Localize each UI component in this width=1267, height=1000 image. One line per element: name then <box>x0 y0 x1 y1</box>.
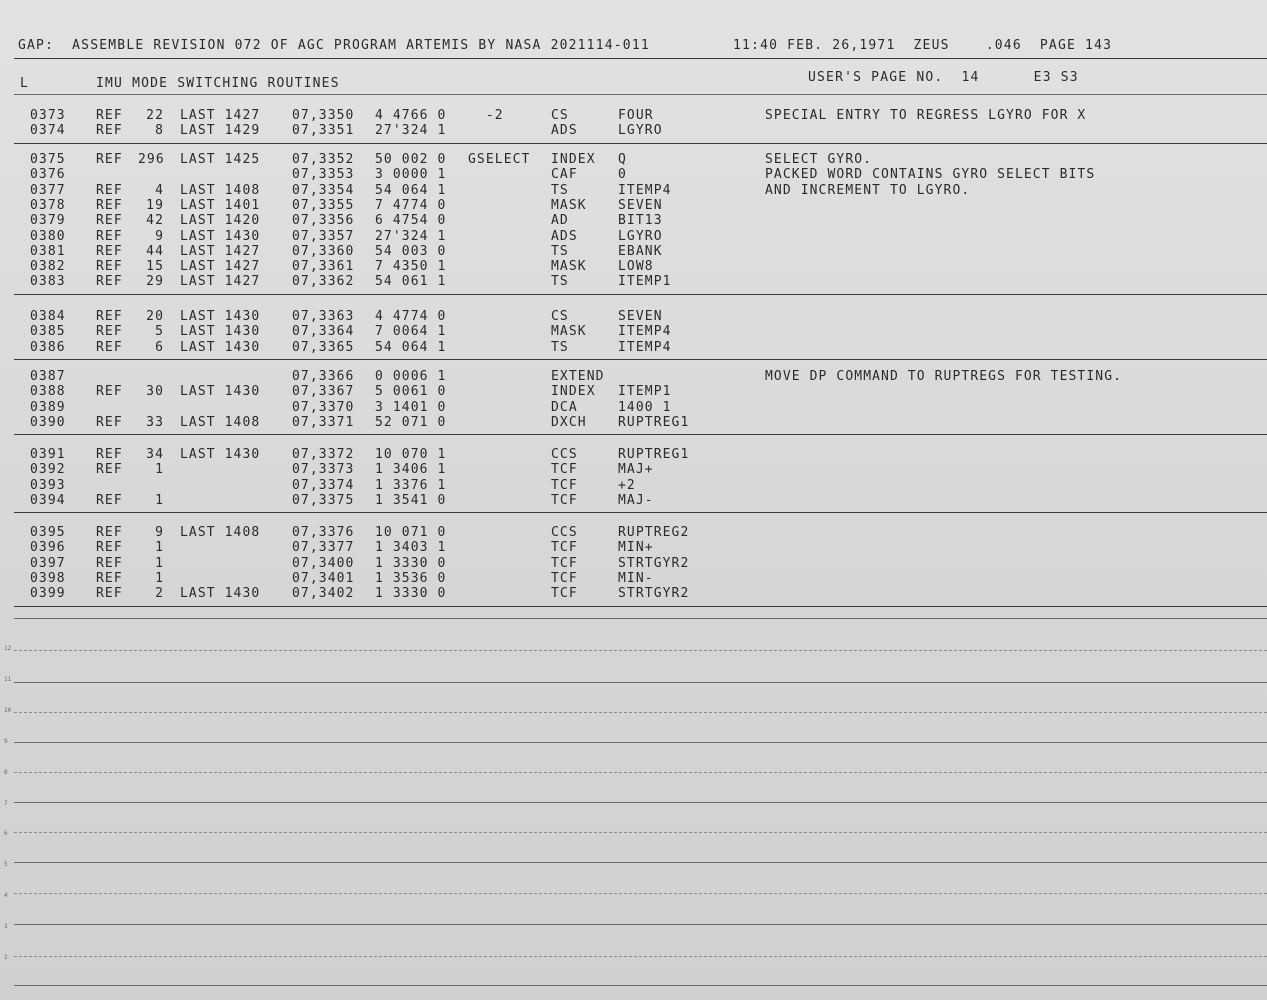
address: 07,3351 <box>292 123 355 139</box>
opcode: CAF <box>551 167 578 183</box>
form-line <box>14 924 1267 925</box>
ref-keyword: REF <box>96 339 123 355</box>
ref-keyword: REF <box>96 152 123 167</box>
ref-count: 22 <box>146 108 164 123</box>
line-number: 0384 <box>30 309 66 324</box>
listing-row <box>0 478 1267 493</box>
line-number: 0375 <box>30 152 66 167</box>
listing-row <box>0 259 1267 274</box>
octal-code: 1 3403 1 <box>375 540 447 556</box>
operand: MAJ- <box>618 492 654 508</box>
listing-row <box>0 540 1267 555</box>
ref-count: 30 <box>146 384 164 400</box>
line-number: 0376 <box>30 167 66 183</box>
operand: LOW8 <box>618 259 654 275</box>
operand: 0 <box>618 167 627 183</box>
ref-keyword: REF <box>96 462 123 478</box>
opcode: CS <box>551 309 569 324</box>
line-number: 0389 <box>30 399 66 415</box>
last-ref: LAST 1408 <box>180 182 261 198</box>
operand: FOUR <box>618 108 654 123</box>
ref-keyword: REF <box>96 243 123 259</box>
opcode: DCA <box>551 399 578 415</box>
margin-mark: 8 <box>4 769 8 776</box>
ref-keyword: REF <box>96 570 123 586</box>
ref-count: 2 <box>155 586 164 602</box>
form-line <box>14 772 1267 773</box>
margin-mark: 3 <box>4 923 8 930</box>
line-number: 0392 <box>30 462 66 478</box>
octal-code: 1 3406 1 <box>375 462 447 478</box>
margin-mark: 12 <box>4 645 12 652</box>
assembly-timestamp: 11:40 FEB. 26,1971 ZEUS .046 PAGE 143 <box>733 38 1113 53</box>
opcode: AD <box>551 213 569 229</box>
opcode: TCF <box>551 477 578 493</box>
opcode: TS <box>551 182 569 198</box>
listing-row <box>0 198 1267 213</box>
opcode: TCF <box>551 492 578 508</box>
address: 07,3364 <box>292 324 355 340</box>
line-number: 0388 <box>30 384 66 400</box>
opcode: TCF <box>551 462 578 478</box>
last-ref: LAST 1401 <box>180 197 261 213</box>
line-number: 0398 <box>30 570 66 586</box>
address: 07,3400 <box>292 555 355 571</box>
address: 07,3373 <box>292 462 355 478</box>
listing-row <box>0 493 1267 508</box>
address: 07,3361 <box>292 259 355 275</box>
operand: ITEMP1 <box>618 384 672 400</box>
ref-keyword: REF <box>96 555 123 571</box>
listing-row <box>0 244 1267 259</box>
octal-code: 54 064 1 <box>375 182 447 198</box>
ref-keyword: REF <box>96 525 123 540</box>
ref-keyword: REF <box>96 492 123 508</box>
ref-keyword: REF <box>96 182 123 198</box>
address: 07,3355 <box>292 197 355 213</box>
address: 07,3356 <box>292 213 355 229</box>
comment: PACKED WORD CONTAINS GYRO SELECT BITS <box>765 167 1096 183</box>
form-line <box>14 742 1267 743</box>
ref-count: 6 <box>155 339 164 355</box>
ref-count: 15 <box>146 259 164 275</box>
listing-row <box>0 462 1267 477</box>
operand: +2 <box>618 477 636 493</box>
address: 07,3374 <box>292 477 355 493</box>
octal-code: 54 003 0 <box>375 243 447 259</box>
line-number: 0386 <box>30 339 66 355</box>
line-number: 0395 <box>30 525 66 540</box>
line-number: 0385 <box>30 324 66 340</box>
listing-row <box>0 556 1267 571</box>
operand: RUPTREG1 <box>618 414 690 430</box>
operand: ITEMP4 <box>618 182 672 198</box>
ref-keyword: REF <box>96 309 123 324</box>
octal-code: 4 4766 0 <box>375 108 447 123</box>
ref-count: 5 <box>155 324 164 340</box>
line-number: 0391 <box>30 447 66 462</box>
margin-mark: 4 <box>4 892 8 899</box>
operand: STRTGYR2 <box>618 586 690 602</box>
label: -2 <box>468 108 504 123</box>
listing-row <box>0 167 1267 182</box>
operand: LGYRO <box>618 228 663 244</box>
address: 07,3354 <box>292 182 355 198</box>
form-line <box>14 802 1267 803</box>
opcode: CCS <box>551 447 578 462</box>
form-line <box>14 893 1267 894</box>
assembly-header: GAP: ASSEMBLE REVISION 072 OF AGC PROGRAM ARTEMIS BY NASA 2021114-011 <box>18 38 650 53</box>
group-separator <box>14 359 1267 360</box>
ref-count: 42 <box>146 213 164 229</box>
octal-code: 27'324 1 <box>375 123 447 139</box>
ref-count: 1 <box>155 462 164 478</box>
opcode: CCS <box>551 525 578 540</box>
operand: EBANK <box>618 243 663 259</box>
opcode: CS <box>551 108 569 123</box>
octal-code: 3 1401 0 <box>375 399 447 415</box>
octal-code: 1 3330 0 <box>375 586 447 602</box>
operand: ITEMP4 <box>618 324 672 340</box>
listing-row <box>0 415 1267 430</box>
line-number: 0394 <box>30 492 66 508</box>
subheader-rule <box>14 94 1267 95</box>
line-number: 0393 <box>30 477 66 493</box>
octal-code: 4 4774 0 <box>375 309 447 324</box>
group-separator <box>14 606 1267 607</box>
operand: MIN- <box>618 570 654 586</box>
octal-code: 7 4350 1 <box>375 259 447 275</box>
ref-keyword: REF <box>96 228 123 244</box>
margin-mark: 7 <box>4 800 8 807</box>
listing-row <box>0 369 1267 384</box>
line-number: 0396 <box>30 540 66 556</box>
address: 07,3353 <box>292 167 355 183</box>
operand: ITEMP4 <box>618 339 672 355</box>
last-ref: LAST 1430 <box>180 228 261 244</box>
address: 07,3401 <box>292 570 355 586</box>
ref-count: 4 <box>155 182 164 198</box>
last-ref: LAST 1427 <box>180 274 261 290</box>
opcode: MASK <box>551 324 587 340</box>
line-number: 0379 <box>30 213 66 229</box>
octal-code: 1 3330 0 <box>375 555 447 571</box>
line-number: 0387 <box>30 369 66 384</box>
opcode: MASK <box>551 259 587 275</box>
listing-row <box>0 213 1267 228</box>
operand: MIN+ <box>618 540 654 556</box>
ref-keyword: REF <box>96 274 123 290</box>
line-number: 0373 <box>30 108 66 123</box>
line-number: 0378 <box>30 197 66 213</box>
form-line <box>14 956 1267 957</box>
address: 07,3402 <box>292 586 355 602</box>
form-line <box>14 712 1267 713</box>
opcode: TS <box>551 274 569 290</box>
form-line <box>14 618 1267 619</box>
listing-row <box>0 340 1267 355</box>
ref-count: 33 <box>146 414 164 430</box>
last-ref: LAST 1408 <box>180 414 261 430</box>
operand: RUPTREG2 <box>618 525 690 540</box>
section-title: IMU MODE SWITCHING ROUTINES <box>96 76 340 91</box>
line-number: 0380 <box>30 228 66 244</box>
comment: MOVE DP COMMAND TO RUPTREGS FOR TESTING. <box>765 369 1123 384</box>
last-ref: LAST 1425 <box>180 152 261 167</box>
ref-count: 1 <box>155 540 164 556</box>
address: 07,3357 <box>292 228 355 244</box>
ref-keyword: REF <box>96 414 123 430</box>
label: GSELECT <box>468 152 531 167</box>
address: 07,3377 <box>292 540 355 556</box>
listing-row <box>0 571 1267 586</box>
margin-mark: 5 <box>4 861 8 868</box>
margin-mark: 2 <box>4 954 8 961</box>
address: 07,3363 <box>292 309 355 324</box>
ref-count: 8 <box>155 123 164 139</box>
group-separator <box>14 143 1267 144</box>
address: 07,3360 <box>292 243 355 259</box>
address: 07,3365 <box>292 339 355 355</box>
listing-row <box>0 586 1267 601</box>
opcode: ADS <box>551 228 578 244</box>
address: 07,3350 <box>292 108 355 123</box>
comment: SELECT GYRO. <box>765 152 873 167</box>
address: 07,3370 <box>292 399 355 415</box>
octal-code: 54 064 1 <box>375 339 447 355</box>
ref-keyword: REF <box>96 324 123 340</box>
margin-mark: 9 <box>4 738 8 745</box>
margin-mark: 10 <box>4 707 12 714</box>
margin-mark: 11 <box>4 676 12 683</box>
last-ref: LAST 1430 <box>180 309 261 324</box>
listing-row <box>0 274 1267 289</box>
ref-count: 34 <box>146 447 164 462</box>
group-separator <box>14 294 1267 295</box>
operand: Q <box>618 152 627 167</box>
ref-keyword: REF <box>96 259 123 275</box>
listing-row <box>0 123 1267 138</box>
opcode: TS <box>551 243 569 259</box>
opcode: TCF <box>551 586 578 602</box>
last-ref: LAST 1430 <box>180 324 261 340</box>
ref-count: 9 <box>155 228 164 244</box>
ref-keyword: REF <box>96 123 123 139</box>
address: 07,3362 <box>292 274 355 290</box>
listing-row <box>0 229 1267 244</box>
opcode: DXCH <box>551 414 587 430</box>
ref-count: 1 <box>155 555 164 571</box>
margin-mark: 6 <box>4 830 8 837</box>
line-number: 0382 <box>30 259 66 275</box>
operand: LGYRO <box>618 123 663 139</box>
opcode: INDEX <box>551 384 596 400</box>
ref-count: 20 <box>146 309 164 324</box>
ref-count: 29 <box>146 274 164 290</box>
listing-row <box>0 384 1267 399</box>
last-ref: LAST 1420 <box>180 213 261 229</box>
ref-keyword: REF <box>96 586 123 602</box>
ref-keyword: REF <box>96 540 123 556</box>
header-rule <box>14 58 1267 59</box>
address: 07,3366 <box>292 369 355 384</box>
ref-count: 1 <box>155 570 164 586</box>
octal-code: 0 0006 1 <box>375 369 447 384</box>
ref-keyword: REF <box>96 447 123 462</box>
octal-code: 6 4754 0 <box>375 213 447 229</box>
operand: 1400 1 <box>618 399 672 415</box>
line-number: 0374 <box>30 123 66 139</box>
octal-code: 54 061 1 <box>375 274 447 290</box>
last-ref: LAST 1430 <box>180 586 261 602</box>
user-page-number: USER'S PAGE NO. 14 E3 S3 <box>808 70 1079 85</box>
line-number: 0381 <box>30 243 66 259</box>
line-number: 0377 <box>30 182 66 198</box>
address: 07,3376 <box>292 525 355 540</box>
ref-keyword: REF <box>96 108 123 123</box>
last-ref: LAST 1427 <box>180 108 261 123</box>
operand: SEVEN <box>618 309 663 324</box>
opcode: TCF <box>551 570 578 586</box>
last-ref: LAST 1430 <box>180 447 261 462</box>
ref-count: 19 <box>146 197 164 213</box>
last-ref: LAST 1427 <box>180 243 261 259</box>
ref-keyword: REF <box>96 197 123 213</box>
form-line <box>14 862 1267 863</box>
listing-row <box>0 183 1267 198</box>
opcode: ADS <box>551 123 578 139</box>
octal-code: 5 0061 0 <box>375 384 447 400</box>
ref-count: 9 <box>155 525 164 540</box>
octal-code: 1 3541 0 <box>375 492 447 508</box>
last-ref: LAST 1429 <box>180 123 261 139</box>
last-ref: LAST 1430 <box>180 339 261 355</box>
listing-row <box>0 152 1267 167</box>
line-number: 0399 <box>30 586 66 602</box>
address: 07,3352 <box>292 152 355 167</box>
operand: RUPTREG1 <box>618 447 690 462</box>
octal-code: 10 070 1 <box>375 447 447 462</box>
octal-code: 27'324 1 <box>375 228 447 244</box>
form-line <box>14 682 1267 683</box>
octal-code: 7 4774 0 <box>375 197 447 213</box>
line-number: 0390 <box>30 414 66 430</box>
operand: MAJ+ <box>618 462 654 478</box>
comment: SPECIAL ENTRY TO REGRESS LGYRO FOR X <box>765 108 1087 123</box>
opcode: EXTEND <box>551 369 605 384</box>
opcode: TS <box>551 339 569 355</box>
address: 07,3367 <box>292 384 355 400</box>
opcode: TCF <box>551 540 578 556</box>
ref-keyword: REF <box>96 384 123 400</box>
listing-marker: L <box>20 76 30 91</box>
address: 07,3372 <box>292 447 355 462</box>
listing-row <box>0 108 1267 123</box>
form-line <box>14 985 1267 986</box>
octal-code: 1 3376 1 <box>375 477 447 493</box>
listing-row <box>0 309 1267 324</box>
operand: BIT13 <box>618 213 663 229</box>
octal-code: 50 002 0 <box>375 152 447 167</box>
last-ref: LAST 1408 <box>180 525 261 540</box>
operand: STRTGYR2 <box>618 555 690 571</box>
opcode: TCF <box>551 555 578 571</box>
last-ref: LAST 1427 <box>180 259 261 275</box>
octal-code: 1 3536 0 <box>375 570 447 586</box>
listing-row <box>0 324 1267 339</box>
line-number: 0383 <box>30 274 66 290</box>
octal-code: 3 0000 1 <box>375 167 447 183</box>
listing-row <box>0 525 1267 540</box>
line-number: 0397 <box>30 555 66 571</box>
octal-code: 7 0064 1 <box>375 324 447 340</box>
ref-count: 1 <box>155 492 164 508</box>
ref-count: 44 <box>146 243 164 259</box>
opcode: INDEX <box>551 152 596 167</box>
octal-code: 52 071 0 <box>375 414 447 430</box>
opcode: MASK <box>551 197 587 213</box>
listing-row <box>0 400 1267 415</box>
address: 07,3375 <box>292 492 355 508</box>
address: 07,3371 <box>292 414 355 430</box>
group-separator <box>14 512 1267 513</box>
operand: ITEMP1 <box>618 274 672 290</box>
form-line <box>14 832 1267 833</box>
operand: SEVEN <box>618 197 663 213</box>
ref-count: 296 <box>138 152 165 167</box>
comment: AND INCREMENT TO LGYRO. <box>765 182 971 198</box>
listing-row <box>0 447 1267 462</box>
form-line <box>14 650 1267 651</box>
ref-keyword: REF <box>96 213 123 229</box>
octal-code: 10 071 0 <box>375 525 447 540</box>
last-ref: LAST 1430 <box>180 384 261 400</box>
group-separator <box>14 434 1267 435</box>
